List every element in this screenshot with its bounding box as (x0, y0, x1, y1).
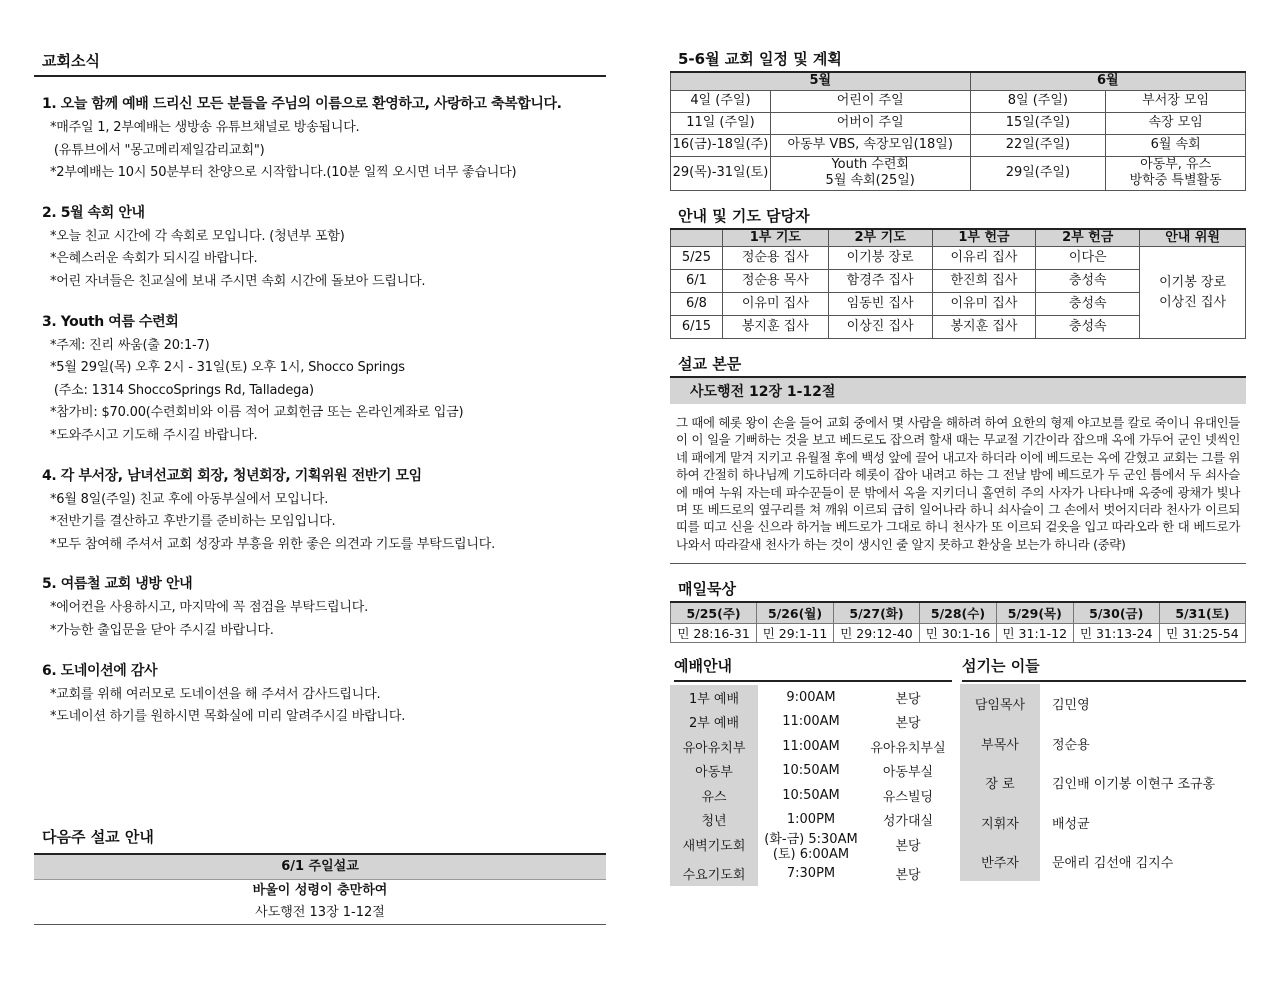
news-heading: 6. 도네이션에 감사 (42, 662, 158, 679)
news-line: (주소: 1314 ShoccoSprings Rd, Talladega) (50, 382, 314, 398)
worship-cell: 1:00PM (786, 811, 836, 827)
daily-reading: 민 31:1-12 (996, 624, 1073, 643)
prayer-cell: 충성속 (1036, 316, 1140, 339)
prayer-cell: 5/25 (671, 247, 723, 270)
church-news-title: 교회소식 (34, 48, 606, 77)
news-item (34, 660, 606, 729)
schedule-cell: 29일(주일) (970, 156, 1106, 190)
worship-cell: 1부 예배 (670, 685, 758, 709)
schedule-title: 5-6월 교회 일정 및 계획 (678, 50, 842, 68)
may-header: 5월 (671, 72, 971, 90)
worship-cell: 본당 (895, 691, 921, 707)
news-line: *교회를 위해 여러모로 도네이션을 해 주셔서 감사드립니다. (50, 686, 381, 702)
schedule-cell: 8일 (주일) (970, 90, 1106, 112)
next-sermon-name: 바울이 성령이 충만하여 (252, 883, 388, 898)
prayer-cell: 임동빈 집사 (828, 293, 932, 316)
schedule-row (671, 156, 1246, 190)
worship-cell: 2부 예배 (670, 710, 758, 734)
worship-row (670, 783, 952, 807)
news-line: *2부예배는 10시 50분부터 찬양으로 시작합니다.(10분 일찍 오시면 너무 좋습니다) (50, 165, 517, 181)
staff-row (960, 724, 1246, 763)
worship-cell: (화-금) 5:30AM (토) 6:00AM (764, 831, 858, 862)
worship-cell: 유스 (670, 783, 758, 807)
prayer-cell: 6/15 (671, 316, 723, 339)
worship-cell: 유스빌딩 (882, 789, 934, 805)
schedule-cell: 속장 모임 (1106, 112, 1246, 134)
prayer-cell: 정순용 목사 (722, 270, 828, 293)
right-column (670, 48, 1246, 885)
prayer-table (670, 228, 1246, 340)
news-heading: 5. 여름철 교회 냉방 안내 (42, 576, 193, 593)
prayer-title: 안내 및 기도 담당자 (678, 206, 810, 225)
prayer-header-cell: 2부 기도 (828, 229, 932, 247)
schedule-cell: 15일(주일) (970, 112, 1106, 134)
news-line: *오늘 친교 시간에 각 속회로 모입니다. (청년부 포함) (50, 228, 345, 244)
prayer-header-cell: 1부 헌금 (932, 229, 1036, 247)
worship-row (670, 685, 952, 709)
daily-date: 5/28(수) (920, 602, 997, 624)
prayer-row (671, 247, 1246, 270)
prayer-cell: 봉지훈 집사 (722, 316, 828, 339)
worship-cell: 성가대실 (882, 813, 934, 829)
prayer-cell: 봉지훈 집사 (932, 316, 1036, 339)
news-line: *어린 자녀들은 친교실에 보내 주시면 속회 시간에 돌보아 드립니다. (50, 273, 426, 289)
next-sermon-scripture: 사도행전 13장 1-12절 (34, 902, 606, 925)
schedule-cell: 29(목)-31일(토) (671, 156, 771, 190)
news-item (34, 93, 606, 185)
sermon-reference: 사도행전 12장 1-12절 (670, 376, 1246, 404)
news-item (34, 573, 606, 642)
staff-role: 담임목사 (960, 684, 1040, 723)
schedule-cell: 22일(주일) (970, 134, 1106, 156)
worship-cell: 새벽기도회 (670, 832, 758, 862)
daily-date: 5/30(금) (1073, 602, 1159, 624)
prayer-cell: 이기붕 장로 (828, 247, 932, 270)
prayer-cell: 한진희 집사 (932, 270, 1036, 293)
schedule-row (671, 134, 1246, 156)
daily-reading: 민 29:12-40 (833, 624, 919, 643)
news-line: *매주일 1, 2부예배는 생방송 유튜브채널로 방송됩니다. (50, 120, 360, 135)
worship-row (670, 758, 952, 782)
worship-cell: 아동부실 (882, 765, 934, 781)
worship-cell: 유아유치부실 (870, 740, 946, 756)
daily-title: 매일묵상 (678, 580, 736, 599)
schedule-cell: 아동부, 유스 방학중 특별활동 (1106, 156, 1246, 190)
worship-cell: 본당 (895, 868, 921, 884)
worship-cell: 아동부 (670, 758, 758, 782)
news-line: *5월 29일(목) 오후 2시 - 31일(토) 오후 1시, Shocco Springs (50, 360, 405, 376)
staff-names: 김인배 이기봉 이현구 조규홍 (1052, 777, 1216, 793)
next-sermon-header: 6/1 주일설교 (34, 853, 606, 880)
prayer-cell: 정순용 집사 (722, 247, 828, 270)
schedule-cell: 아동부 VBS, 속장모임(18일) (770, 134, 970, 156)
staff-row (960, 763, 1246, 802)
prayer-cell: 이다은 (1036, 247, 1140, 270)
daily-reading: 민 28:16-31 (671, 624, 757, 643)
daily-reading: 민 31:25-54 (1159, 624, 1245, 643)
worship-cell: 청년 (670, 807, 758, 831)
worship-table (670, 685, 952, 886)
schedule-cell: 16(금)-18일(주) (671, 134, 771, 156)
staff-names: 문애리 김선애 김지수 (1052, 856, 1174, 871)
staff-role: 반주자 (960, 842, 1040, 881)
worship-cell: 11:00AM (782, 738, 840, 754)
news-item (34, 311, 606, 448)
staff-names: 배성균 (1052, 816, 1090, 832)
prayer-cell: 이상진 집사 (828, 316, 932, 339)
prayer-cell: 이유미 집사 (932, 293, 1036, 316)
next-sermon (34, 826, 606, 925)
prayer-header-cell: 안내 위원 (1140, 229, 1246, 247)
daily-date: 5/25(주) (671, 602, 757, 624)
schedule-table (670, 71, 1246, 191)
news-line: *도와주시고 기도해 주시길 바랍니다. (50, 427, 258, 443)
daily-date: 5/31(토) (1159, 602, 1245, 624)
schedule-cell: 어버이 주일 (770, 112, 970, 134)
worship-cell: 10:50AM (782, 763, 840, 779)
staff-row (960, 842, 1246, 881)
schedule-cell: 11일 (주일) (671, 112, 771, 134)
prayer-cell: 6/8 (671, 293, 723, 316)
news-line: *가능한 출입문을 닫아 주시길 바랍니다. (50, 622, 274, 638)
worship-cell: 7:30PM (786, 866, 836, 882)
daily-table (670, 601, 1246, 643)
news-line: (유튜브에서 "몽고메리제일감리교회") (50, 142, 265, 158)
worship-row (670, 734, 952, 758)
schedule-cell: 6월 속회 (1106, 134, 1246, 156)
schedule-row (671, 90, 1246, 112)
staff-row (960, 802, 1246, 841)
news-line: *주제: 진리 싸움(출 20:1-7) (50, 337, 210, 353)
news-list (34, 93, 606, 729)
news-line: *도네이션 하기를 원하시면 목화실에 미리 알려주시길 바랍니다. (50, 709, 406, 725)
news-heading: 2. 5월 속회 안내 (42, 204, 145, 221)
prayer-cell: 충성속 (1036, 293, 1140, 316)
staff-names: 김민영 (1052, 698, 1090, 714)
daily-date: 5/27(화) (833, 602, 919, 624)
schedule-cell: 어린이 주일 (770, 90, 970, 112)
staff-role: 지휘자 (960, 802, 1040, 841)
staff-section (960, 655, 1246, 881)
staff-role: 부목사 (960, 724, 1040, 763)
news-line: *은혜스러운 속회가 되시길 바랍니다. (50, 251, 258, 267)
news-line: *에어컨을 사용하시고, 마지막에 꼭 점검을 부탁드립니다. (50, 600, 369, 616)
news-line: *모두 참여해 주셔서 교회 성장과 부흥을 위한 좋은 의견과 기도를 부탁드립니다. (50, 536, 496, 552)
sermon-passage: 그 때에 헤롯 왕이 손을 들어 교회 중에서 몇 사람을 해하려 하여 요한의 형제 야고보를 칼로 죽이니 유대인들이 이 일을 기뻐하는 것을 보고 베드로도 잡으려 할새 때는 무교절 기간이라 잡으매 옥에 가두어 군인 넷씩인 네 패에게 맡겨 지키고 유월절 후에 백성 앞에 끌어 내고자 하더라 이에 베드로는 옥에 갇혔고 교회는 그를 위하여 간절히 하나님께 기도하더라 헤롯이 잡아 내려고 하는 그 전날 밤에 베드로가 두 군인 틈에서 두 쇠사슬에 매여 누워 자는데 파수꾼들이 문 밖에서 옥을 지키더니 홀연히 주의 사자가 나타나매 옥중에 광채가 빛나며 또 베드로의 옆구리를 쳐 깨워 이르되 급히 일어나라 하니 쇠사슬이 그 손에서 벗어지더라 천사가 이르되 띠를 띠고 신을 신으라 하거늘 베드로가 그대로 하니 천사가 또 이르되 겉옷을 입고 따라오라 한 대 베드로가 나와서 따라갈새 천사가 하는 것이 생시인 줄 알지 못하고 환상을 보는가 하니라 (중략) (670, 404, 1246, 564)
worship-cell: 11:00AM (782, 714, 840, 730)
news-heading: 4. 각 부서장, 남녀선교회 회장, 청년회장, 기획위원 전반기 모임 (42, 467, 422, 484)
worship-row (670, 807, 952, 831)
worship-cell: 본당 (895, 839, 921, 855)
schedule-row (671, 112, 1246, 134)
daily-reading: 민 30:1-16 (920, 624, 997, 643)
worship-row (670, 832, 952, 862)
staff-table (960, 684, 1246, 881)
news-item (34, 202, 606, 294)
prayer-cell: 이유미 집사 (722, 293, 828, 316)
prayer-cell: 충성속 (1036, 270, 1140, 293)
daily-reading: 민 31:13-24 (1073, 624, 1159, 643)
prayer-header-cell (671, 229, 723, 247)
schedule-cell: 부서장 모임 (1106, 90, 1246, 112)
worship-cell: 유아유치부 (670, 734, 758, 758)
june-header: 6월 (970, 72, 1245, 90)
prayer-header-cell: 2부 헌금 (1036, 229, 1140, 247)
news-line: *6월 8일(주일) 친교 후에 아동부실에서 모입니다. (50, 491, 329, 507)
daily-reading: 민 29:1-11 (757, 624, 834, 643)
next-sermon-title: 다음주 설교 안내 (42, 828, 154, 846)
worship-cell: 9:00AM (786, 689, 836, 705)
worship-cell: 수요기도회 (670, 862, 758, 886)
news-line: *참가비: $70.00(수련회비와 이름 적어 교회헌금 또는 온라인계좌로 입금) (50, 405, 464, 421)
staff-title: 섬기는 이들 (962, 655, 1246, 682)
staff-names: 정순용 (1052, 737, 1090, 753)
prayer-cell: 함경주 집사 (828, 270, 932, 293)
staff-role: 장 로 (960, 763, 1040, 802)
daily-date: 5/29(목) (996, 602, 1073, 624)
worship-row (670, 710, 952, 734)
news-item (34, 465, 606, 557)
news-heading: 1. 오늘 함께 예배 드리신 모든 분들을 주님의 이름으로 환영하고, 사랑하고 축복합니다. (42, 96, 562, 112)
staff-row (960, 684, 1246, 723)
schedule-cell: 4일 (주일) (671, 90, 771, 112)
prayer-cell: 6/1 (671, 270, 723, 293)
schedule-cell: Youth 수련회 5월 속회(25일) (770, 156, 970, 190)
worship-row (670, 862, 952, 886)
sermon-text-title: 설교 본문 (678, 355, 742, 373)
daily-date: 5/26(월) (757, 602, 834, 624)
worship-title: 예배안내 (674, 655, 952, 682)
prayer-cell: 이유리 집사 (932, 247, 1036, 270)
news-heading: 3. Youth 여름 수련회 (42, 313, 179, 330)
worship-cell: 10:50AM (782, 787, 840, 803)
worship-section (670, 655, 952, 886)
news-line: *전반기를 결산하고 후반기를 준비하는 모임입니다. (50, 514, 336, 530)
prayer-header-cell: 1부 기도 (722, 229, 828, 247)
ushers-cell: 이기봉 장로 이상진 집사 (1140, 247, 1246, 339)
left-column (34, 48, 606, 920)
worship-cell: 본당 (895, 716, 921, 732)
